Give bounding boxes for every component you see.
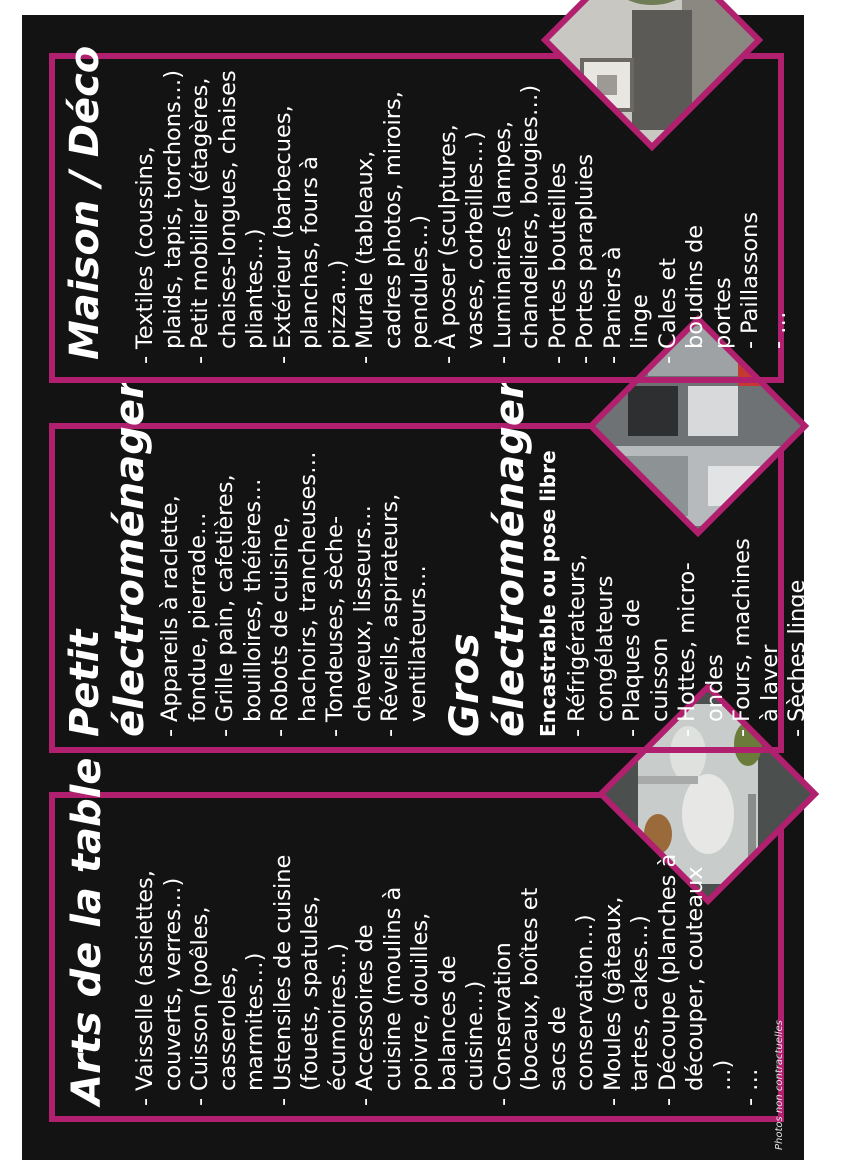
list-item: - Plaques de cuisson (619, 537, 674, 737)
list-item: - Hottes, micro-ondes (674, 537, 729, 737)
photos-disclaimer: Photos non contractuelles (774, 1020, 785, 1150)
list-item: - Ustensiles de cuisine (fouets, spatules, écumoires…) (270, 846, 353, 1106)
list-item: - Réfrigérateurs, congélateurs (564, 537, 619, 737)
list-item: - Réveils, aspirateurs, ventilateurs… (377, 437, 432, 737)
gros-electro-title-1: Gros (442, 633, 488, 737)
list-item: - Accessoires de cuisine (moulins à poivre, douilles, balances de cuisine…) (352, 846, 490, 1106)
list-item: - Paniers à linge (600, 189, 655, 364)
list-item: - … (839, 537, 867, 737)
list-item: - … (765, 69, 793, 364)
rotated-content (22, 15, 865, 1160)
list-item: - … (737, 846, 765, 1106)
list-item: - Petit mobilier (étagères, chaises-longues, chaises pliantes…) (187, 69, 270, 364)
list-item: - Paillassons (737, 69, 765, 364)
gros-electro-title-2: électroménager (487, 379, 533, 737)
petit-electro-title-2: électroménager (107, 379, 153, 737)
list-item: - Extérieur (barbecues, planchas, fours à pizza…) (270, 69, 353, 364)
petit-electro-title-1: Petit (62, 629, 108, 737)
list-item: - Conservation (bocaux, boîtes et sacs de conservation…) (490, 846, 600, 1106)
list-item: - Tondeuses, sèche-cheveux, lisseurs… (322, 437, 377, 737)
list-item: - Découpe (planches à découper, couteaux …) (655, 846, 738, 1106)
list-item: - Luminaires (lampes, chandeliers, bougies…) (490, 69, 545, 364)
list-item: - Murale (tableaux, cadres photos, miroirs, pendules…) (352, 69, 435, 364)
panel-arts-list (132, 846, 765, 1106)
brochure-page (22, 15, 865, 1160)
list-item: - À poser (sculptures, vases, corbeilles…) (435, 69, 490, 364)
list-item: - Robots de cuisine, hachoirs, trancheuses… (267, 437, 322, 737)
list-item: - Portes parapluies (572, 69, 600, 364)
list-item: - Appareils à raclette, fondue, pierrade… (157, 437, 212, 737)
list-item: - Grille pain, cafetières, bouilloires, théières… (212, 437, 267, 737)
list-item: - Textiles (coussins, plaids, tapis, torchons…) (132, 69, 187, 364)
panel-maison-title: Maison / Déco (62, 45, 108, 360)
list-item: - Cales et boudins de portes (655, 219, 738, 364)
list-item: - Moules (gâteaux, tartes, cakes…) (600, 846, 655, 1106)
petit-electro-list (157, 437, 432, 737)
panel-arts-title: Arts de la table (64, 757, 110, 1105)
list-item: - Fours, machines à laver (729, 537, 784, 737)
gros-electro-list (564, 537, 867, 737)
list-item: - Vaisselle (assiettes, couverts, verres…) (132, 846, 187, 1106)
list-item: - Téléviseurs (812, 537, 840, 737)
list-item: - Cuisson (poêles, casseroles, marmites…) (187, 846, 270, 1106)
gros-electro-subtitle: Encastrable ou pose libre (536, 450, 560, 737)
panel-maison-list (132, 69, 792, 364)
list-item: - Sèches linge (784, 537, 812, 737)
list-item: - Portes bouteilles (545, 69, 573, 364)
